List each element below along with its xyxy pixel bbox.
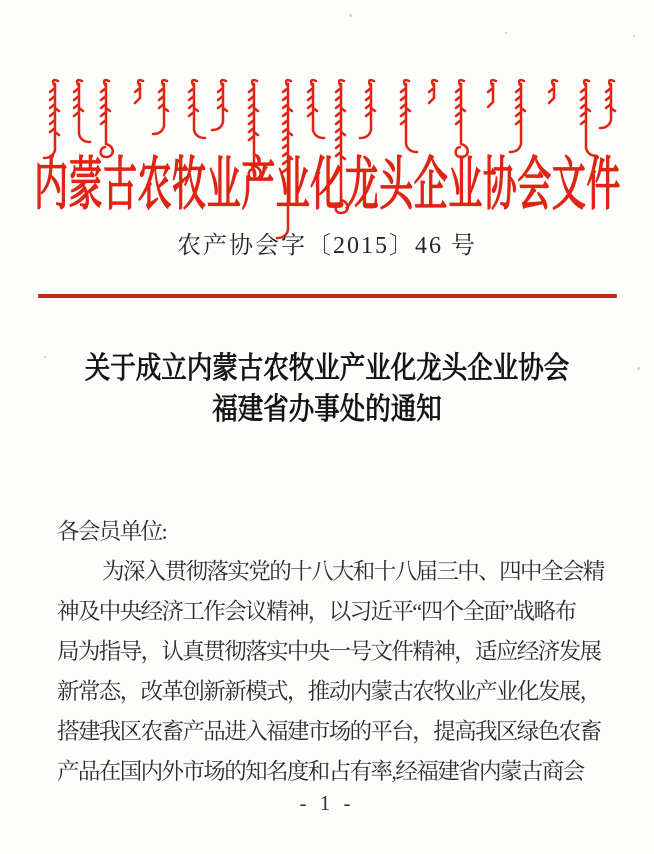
scan-speck — [349, 14, 352, 17]
body-line: 为深入贯彻落实党的十八大和十八届三中、四中全会精 — [102, 559, 604, 584]
body-line: 产品在国内外市场的知名度和占有率,经福建省内蒙古商会 — [57, 759, 584, 784]
letterhead-org-title: 内蒙古农牧业产业化龙头企业协会文件 — [33, 152, 621, 217]
document-title — [0, 348, 654, 430]
body-line: 新常态，改革创新新模式，推动内蒙古农牧业产业化发展， — [57, 679, 601, 704]
scan-speck — [505, 32, 507, 34]
page-number: - 1 - — [299, 791, 355, 815]
body-line: 神及中央经济工作会议精神，以习近平“四个全面”战略布 — [57, 599, 576, 624]
body-line: 局为指导，认真贯彻落实中央一号文件精神，适应经济发展 — [57, 639, 601, 664]
document-body — [57, 512, 602, 792]
document-title-line2: 福建省办事处的通知 — [212, 393, 442, 426]
document-title-line1: 关于成立内蒙古农牧业产业化龙头企业协会 — [84, 352, 570, 385]
letterhead — [0, 154, 654, 216]
scan-speck — [633, 35, 635, 37]
salutation: 各会员单位: — [57, 519, 167, 544]
letterhead-divider-rule — [38, 294, 617, 298]
doc-number: 农产协会字〔2015〕46 号 — [177, 233, 477, 259]
body-line: 搭建我区农畜产品进入福建市场的平台，提高我区绿色农畜 — [57, 719, 601, 744]
